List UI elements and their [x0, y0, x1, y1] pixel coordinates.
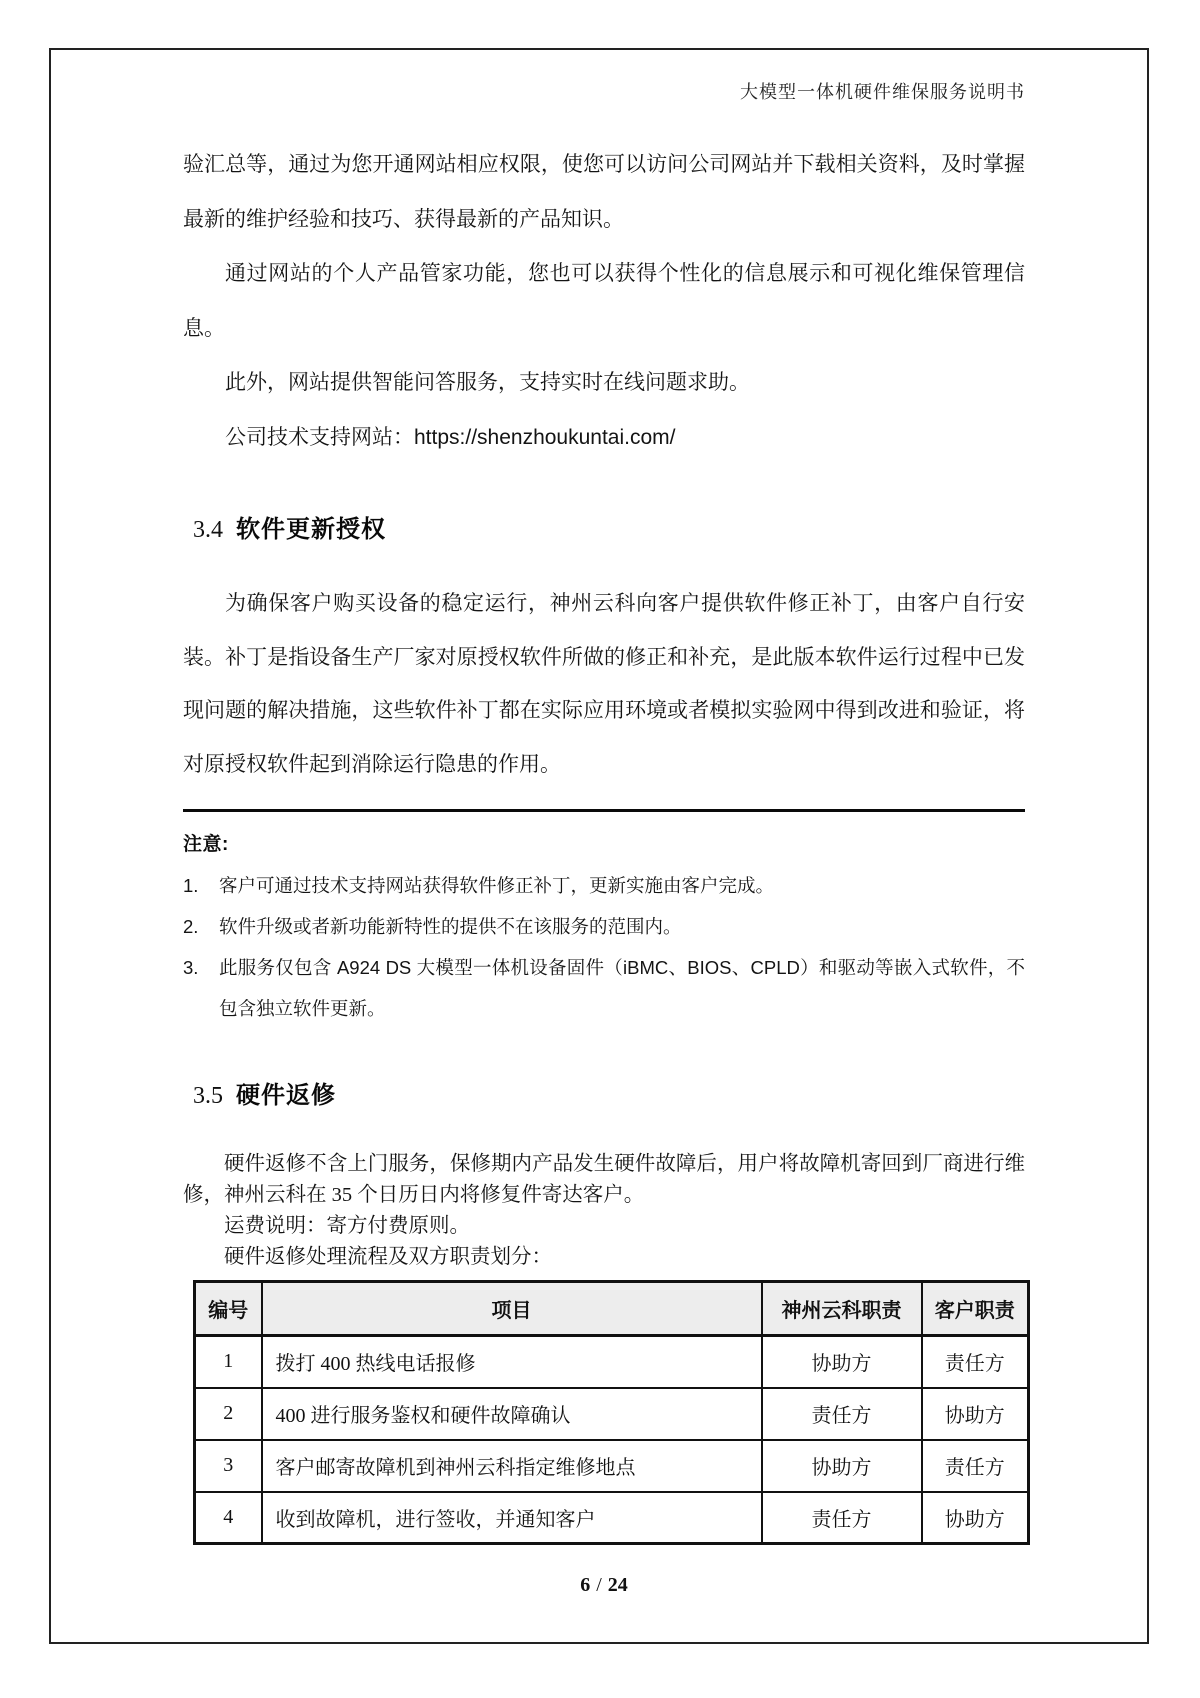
table-row: [195, 1336, 1029, 1388]
cell-vendor-duty: 责任方: [762, 1388, 922, 1440]
support-website-line: 公司技术支持网站：https://shenzhoukuntai.com/: [225, 425, 676, 449]
intro-paragraph-continuation: 验汇总等，通过为您开通网站相应权限，使您可以访问公司网站并下载相关资料，及时掌握最新的维护经验和技巧、获得最新的产品知识。: [183, 153, 1025, 231]
cell-no: 1: [195, 1336, 262, 1388]
notice-list: [183, 865, 1025, 1029]
section-number: 3.5: [193, 1083, 223, 1109]
section-number: 3.4: [193, 517, 223, 543]
document-page: [49, 48, 1149, 1644]
page-number-footer: [183, 1573, 1025, 1597]
cell-no: 4: [195, 1492, 262, 1544]
current-page-number: 6: [580, 1574, 591, 1596]
section-heading-3-5: [193, 1079, 1025, 1113]
cell-customer-duty: 责任方: [922, 1440, 1029, 1492]
notice-item-number: 2.: [183, 916, 199, 937]
intro-paragraph-2: 通过网站的个人产品管家功能，您也可以获得个性化的信息展示和可视化维保管理信息。: [183, 262, 1025, 340]
page-number-separator: /: [596, 1574, 602, 1596]
cell-vendor-duty: 协助方: [762, 1336, 922, 1388]
notice-item-number: 1.: [183, 875, 199, 896]
table-row: [195, 1388, 1029, 1440]
notice-item-text: 软件升级或者新功能新特性的提供不在该服务的范围内。: [219, 916, 682, 937]
cell-vendor-duty: 责任方: [762, 1492, 922, 1544]
notice-divider: [183, 809, 1025, 812]
table-lead-in-line: 硬件返修处理流程及双方职责划分：: [224, 1246, 552, 1268]
cell-vendor-duty: 协助方: [762, 1440, 922, 1492]
notice-item: [183, 947, 1025, 1029]
cell-no: 2: [195, 1388, 262, 1440]
section-3-4-paragraph: 为确保客户购买设备的稳定运行，神州云科向客户提供软件修正补丁，由客户自行安装。补丁是指设备生产厂家对原授权软件所做的修正和补充，是此版本软件运行过程中已发现问题的解决措施，这些软件补丁都在实际应用环境或者模拟实验网中得到改进和验证，将对原授权软件起到消除运行隐患的作用。: [183, 592, 1025, 776]
table-row: [195, 1492, 1029, 1544]
cell-item: 拨打 400 热线电话报修: [262, 1336, 762, 1388]
section-3-5-paragraph-1: 硬件返修不含上门服务，保修期内产品发生硬件故障后，用户将故障机寄回到厂商进行维修，神州云科在 35 个日历日内将修复件寄达客户。: [183, 1153, 1025, 1206]
intro-section: [183, 138, 1025, 465]
column-header-customer-duty: 客户职责: [922, 1282, 1029, 1336]
cell-customer-duty: 协助方: [922, 1492, 1029, 1544]
running-header: 大模型一体机硬件维保服务说明书: [740, 82, 1025, 102]
notice-item: [183, 906, 1025, 947]
notice-label: 注意:: [183, 834, 229, 855]
cell-no: 3: [195, 1440, 262, 1492]
notice-item-number: 3.: [183, 957, 199, 978]
column-header-vendor-duty: 神州云科职责: [762, 1282, 922, 1336]
table-header-row: [195, 1282, 1029, 1336]
section-title: 软件更新授权: [236, 516, 386, 543]
notice-item-text: 此服务仅包含 A924 DS 大模型一体机设备固件（iBMC、BIOS、CPLD）和驱动等嵌入式软件，不包含独立软件更新。: [219, 957, 1025, 1019]
cell-customer-duty: 责任方: [922, 1336, 1029, 1388]
intro-paragraph-3: 此外，网站提供智能问答服务，支持实时在线问题求助。: [225, 371, 750, 394]
table-row: [195, 1440, 1029, 1492]
cell-item: 客户邮寄故障机到神州云科指定维修地点: [262, 1440, 762, 1492]
column-header-no: 编号: [195, 1282, 262, 1336]
total-page-number: 24: [607, 1574, 628, 1596]
section-3-5-body: [183, 1149, 1025, 1273]
responsibility-table: [193, 1280, 1030, 1545]
shipping-note-line: 运费说明：寄方付费原则。: [224, 1215, 470, 1237]
section-3-4-body: [183, 577, 1025, 791]
section-title: 硬件返修: [236, 1082, 336, 1109]
cell-item: 400 进行服务鉴权和硬件故障确认: [262, 1388, 762, 1440]
notice-item-text: 客户可通过技术支持网站获得软件修正补丁，更新实施由客户完成。: [219, 875, 775, 896]
cell-item: 收到故障机，进行签收，并通知客户: [262, 1492, 762, 1544]
notice-item: [183, 865, 1025, 906]
notice-block: [183, 824, 1025, 1029]
cell-customer-duty: 协助方: [922, 1388, 1029, 1440]
section-heading-3-4: [193, 513, 1025, 547]
column-header-item: 项目: [262, 1282, 762, 1336]
